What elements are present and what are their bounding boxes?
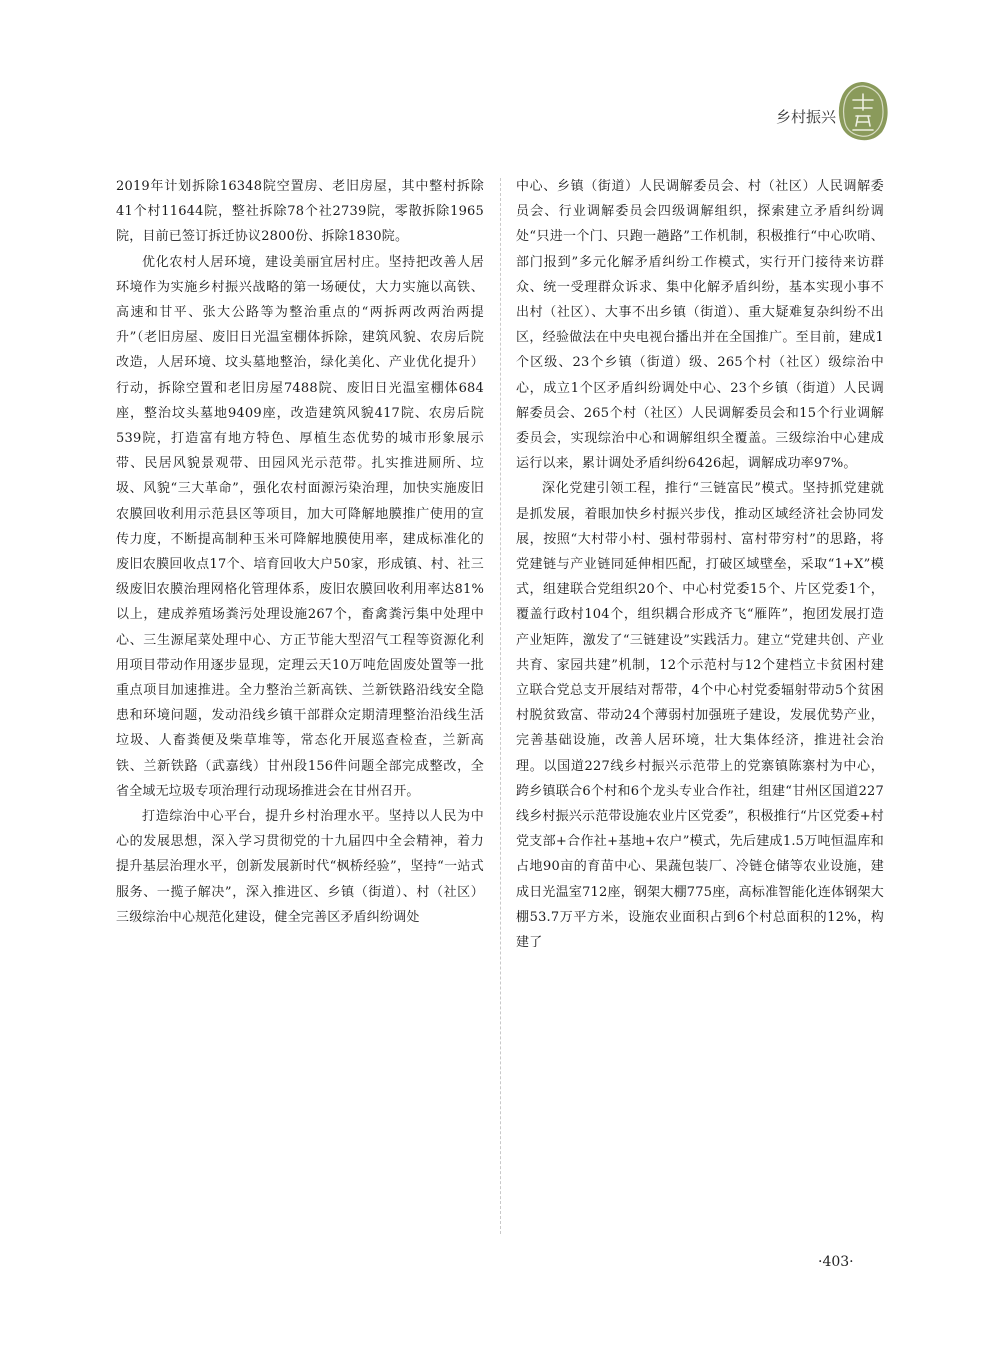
- left-column: [116, 174, 484, 930]
- page-number: ·403·: [818, 1254, 854, 1270]
- right-column: [516, 174, 884, 955]
- paragraph-governance-center: 打造综治中心平台，提升乡村治理水平。坚持以人民为中心的发展思想，深入学习贯彻党的十九届四中全会精神，着力提升基层治理水平，创新发展新时代“枫桥经验”，坚持“一站式服务、一揽子解决”，深入推进区、乡镇（街道）、村（社区）三级综治中心规范化建设，健全完善区矛盾纠纷调处: [116, 809, 484, 925]
- paragraph-party-building: 深化党建引领工程，推行“三链富民”模式。坚持抓党建就是抓发展，着眼加快乡村振兴步伐，推动区域经济社会协同发展，按照“大村带小村、强村带弱村、富村带穷村”的思路，将党建链与产业链同延伸相匹配，打破区域壁垒，采取“1+X”模式，组建联合党组织20个、中心村党委15个、片区党委1个，覆盖行政村104个，组织耦合形成齐飞“雁阵”，抱团发展打造产业矩阵，激发了“三链建设”实践活力。建立“党建共创、产业共育、家园共建”机制，12个示范村与12个建档立卡贫困村建立联合党总支开展结对帮带，4个中心村党委辐射带动5个贫困村脱贫致富、带动24个薄弱村加强班子建设，发展优势产业，完善基础设施，改善人居环境，壮大集体经济，推进社会治理。以国道227线乡村振兴示范带上的党寨镇陈寨村为中心，跨乡镇联合6个村和6个龙头专业合作社，组建“甘州区国道227线乡村振兴示范带设施农业片区党委”，积极推行“片区党委+村党支部+合作社+基地+农户”模式，先后建成1.5万吨恒温库和占地90亩的育苗中心、果蔬包装厂、冷链仓储等农业设施，建成日光温室712座，钢架大棚775座，高标准智能化连体钢架大棚53.7万平方米，设施农业面积占到6个村总面积的12%，构建了: [516, 481, 884, 951]
- column-divider: [500, 178, 501, 1234]
- seal-stamp-icon: [836, 80, 890, 142]
- paragraph-demolition: 2019年计划拆除16348院空置房、老旧房屋，其中整村拆除41个村11644院，整社拆除78个社2739院，零散拆除1965院，目前已签订拆迁协议2800份、拆除1830院。: [116, 179, 484, 245]
- paragraph-mediation: 中心、乡镇（街道）人民调解委员会、村（社区）人民调解委员会、行业调解委员会四级调解组织，探索建立矛盾纠纷调处“只进一个门、只跑一趟路”工作机制，积极推行“中心吹哨、部门报到”多元化解矛盾纠纷工作模式，实行开门接待来访群众、统一受理群众诉求、集中化解矛盾纠纷，基本实现小事不出村（社区）、大事不出乡镇（街道）、重大疑难复杂纠纷不出区，经验做法在中央电视台播出并在全国推广。至目前，建成1个区级、23个乡镇（街道）级、265个村（社区）级综治中心，成立1个区矛盾纠纷调处中心、23个乡镇（街道）人民调解委员会、265个村（社区）人民调解委员会和15个行业调解委员会，实现综治中心和调解组织全覆盖。三级综治中心建成运行以来，累计调处矛盾纠纷6426起，调解成功率97%。: [516, 179, 884, 472]
- section-title: 乡村振兴: [775, 108, 836, 126]
- paragraph-living-environment: 优化农村人居环境，建设美丽宜居村庄。坚持把改善人居环境作为实施乡村振兴战略的第一场硬仗，大力实施以高铁、高速和甘平、张大公路等为整治重点的“两拆两改两治两提升”（老旧房屋、废旧日光温室棚体拆除，建筑风貌、农房后院改造，人居环境、坟头墓地整治，绿化美化、产业优化提升）行动，拆除空置和老旧房屋7488院、废旧日光温室棚体684座，整治坟头墓地9409座，改造建筑风貌417院、农房后院539院，打造富有地方特色、厚植生态优势的城市形象展示带、民居风貌景观带、田园风光示范带。扎实推进厕所、垃圾、风貌“三大革命”，强化农村面源污染治理，加快实施废旧农膜回收利用示范县区等项目，加大可降解地膜推广使用的宣传力度，不断提高制种玉米可降解地膜使用率，建成标准化的废旧农膜回收点17个、培育回收大户50家，形成镇、村、社三级废旧农膜治理网格化管理体系，废旧农膜回收利用率达81%以上，建成养殖场粪污处理设施267个，畜禽粪污集中处理中心、三生源尾菜处理中心、方正节能大型沼气工程等资源化利用项目带动作用逐步显现，定理云天10万吨危固废处置等一批重点项目加速推进。全力整治兰新高铁、兰新铁路沿线安全隐患和环境问题，发动沿线乡镇干部群众定期清理整治沿线生活垃圾、人畜粪便及柴草堆等，常态化开展巡查检查，兰新高铁、兰新铁路（武嘉线）甘州段156件问题全部完成整改，全省全域无垃圾专项治理行动现场推进会在甘州召开。: [116, 254, 484, 799]
